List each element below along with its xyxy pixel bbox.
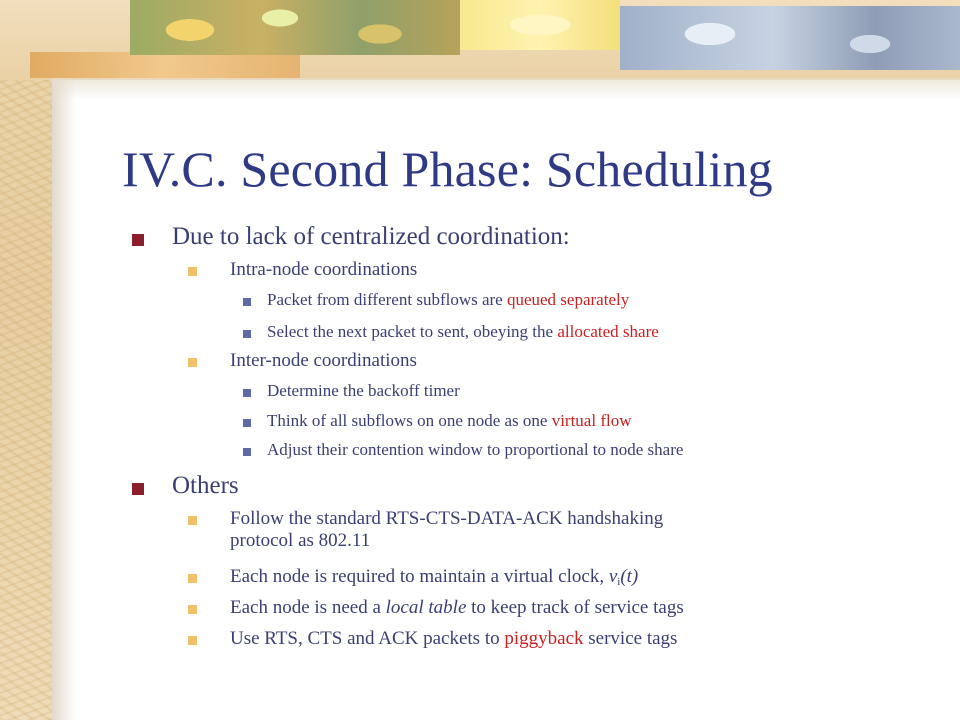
highlight-virtual-flow: virtual flow	[551, 411, 632, 430]
text: Use RTS, CTS and ACK packets to	[230, 628, 505, 649]
bullet-inter-item-1: Determine the backoff timer	[267, 381, 460, 400]
text: Each node is need a	[230, 597, 386, 618]
bullet-intra-node: Intra-node coordinations	[230, 259, 418, 280]
bullet-others-item-1	[230, 508, 663, 552]
bullet-marker	[243, 389, 251, 397]
bullet-marker	[132, 483, 144, 495]
text-line-2: protocol as 802.11	[230, 530, 371, 551]
bullet-others-item-2	[230, 566, 638, 588]
bullet-others-item-3	[230, 597, 684, 619]
bullet-marker	[188, 358, 197, 367]
bullet-marker	[132, 234, 144, 246]
bullet-marker	[188, 636, 197, 645]
bullet-marker	[243, 330, 251, 338]
bullet-coordination: Due to lack of centralized coordination:	[172, 223, 570, 250]
var-v: v	[608, 566, 618, 587]
bullet-inter-node: Inter-node coordinations	[230, 350, 417, 371]
bullet-others-item-4	[230, 628, 677, 650]
slide-title: IV.C. Second Phase: Scheduling	[122, 141, 773, 197]
bullet-marker	[188, 516, 197, 525]
text: service tags	[583, 628, 678, 649]
bullet-marker	[188, 574, 197, 583]
bullet-marker	[243, 419, 251, 427]
highlight-piggyback: piggyback	[504, 628, 584, 649]
bullet-marker	[243, 448, 251, 456]
bullet-marker	[188, 605, 197, 614]
bullet-marker	[243, 298, 251, 306]
bullet-marker	[188, 267, 197, 276]
text: to keep track of service tags	[466, 597, 684, 618]
highlight-queued-separately: queued separately	[506, 290, 630, 309]
highlight-allocated-share: allocated share	[557, 322, 659, 341]
bullet-intra-item-1	[267, 290, 629, 310]
bullet-inter-item-2	[267, 411, 632, 431]
text: Packet from different subflows are	[267, 290, 507, 309]
var-subscript: i	[617, 576, 621, 588]
bullet-others: Others	[172, 472, 239, 499]
text: Think of all subflows on one node as one	[267, 411, 552, 430]
var-arg: (t)	[620, 566, 639, 587]
emphasis-local-table: local table	[385, 597, 467, 618]
bullet-intra-item-2	[267, 322, 659, 342]
text-line-1: Follow the standard RTS-CTS-DATA-ACK handshaking	[230, 508, 664, 529]
text: Select the next packet to sent, obeying the	[267, 322, 558, 341]
bullet-inter-item-3: Adjust their contention window to proportional to node share	[267, 440, 684, 459]
text: Each node is required to maintain a virtual clock,	[230, 566, 609, 587]
